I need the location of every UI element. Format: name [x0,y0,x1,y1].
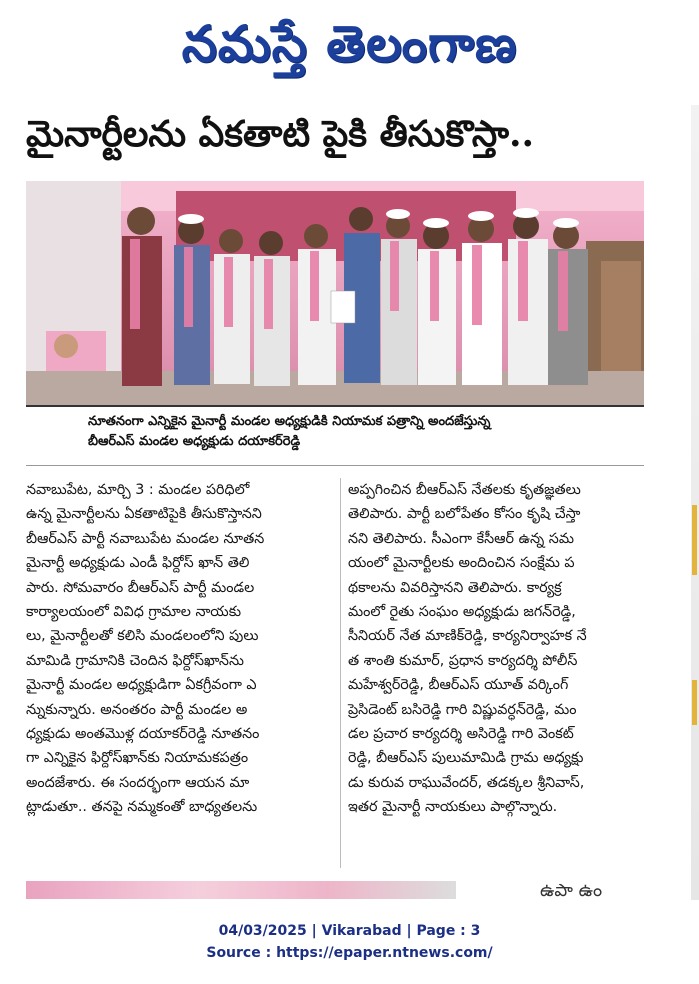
article-column-right [348,478,648,820]
body-line: బీఆర్ఎస్ పార్టీ నవాబుపేట మండల నూతన [26,530,265,547]
body-line: రెడ్డి, బీఆర్ఎస్ పులుమామిడి గ్రామ అధ్యక్షు [348,750,584,767]
body-line: అందజేశారు. ఈ సందర్భంగా ఆయన మా [26,774,250,791]
body-line: ఉన్న మైనార్టీలను ఏకతాటిపైకి తీసుకొస్తానని [26,506,262,523]
article-rule [26,465,644,466]
group-photo-illustration [26,181,644,405]
article-column-left [26,478,336,820]
body-line: పారు. సోమవారం బీఆర్ఎస్ పార్టీ మండల [26,579,255,596]
newspaper-title: నమస్తే తెలంగాణ [181,14,518,73]
body-line: మంలో రైతు సంఘం అధ్యక్షుడు జగన్‌రెడ్డి, [348,604,576,621]
body-line: అప్పగించిన బీఆర్ఎస్ నేతలకు కృతజ్ఞతలు [348,482,581,498]
body-line: యంలో మైనార్టీలకు అందించిన సంక్షేమ ప [348,555,575,572]
body-line: నని తెలిపారు. సీఎంగా కేసీఆర్ ఉన్న సమ [348,530,574,547]
body-line: థకాలను వివరిస్తానని తెలిపారు. కార్యక్ర [348,579,562,596]
body-line: మహేశ్వర్‌రెడ్డి, బీఆర్ఎస్ యూత్ వర్కింగ్ [348,677,569,694]
body-line: ప్రెసిడెంట్ బసిరెడ్డి గారి విష్ణువర్ధన్‌రెడ్డి, మం [348,701,577,718]
news-photo [26,181,644,405]
next-article-headline-fragment: ఉపా ఉం [540,884,603,898]
body-line: నవాబుపేట, మార్చి 3 : మండల పరిధిలో [26,482,250,498]
caption-line: నూతనంగా ఎన్నికైన మైనార్టీ మండల అధ్యక్షుడికి నియామక పత్రాన్ని అందజేస్తున్న [88,414,491,429]
adjacent-color-mark [692,505,697,575]
masthead [0,0,699,88]
body-line: డల ప్రచార కార్యదర్శి అసిరెడ్డి గారి వెంకట్ [348,726,574,743]
body-line: మైనార్టీ మండల అధ్యక్షుడిగా ఏకగ్రీవంగా ఎ [26,677,257,694]
next-article-photo-strip [26,881,456,899]
body-line: మామిడి గ్రామానికి చెందిన ఫిర్దోస్‌ఖాన్‌ను [26,652,244,669]
page-footer [0,920,699,964]
body-line: మైనార్టీ అధ్యక్షుడు ఎండీ ఫిర్దోస్ ఖాన్ తెలి [26,555,250,572]
caption-rule [26,405,644,407]
body-line: లు, మైనార్టీలతో కలిసి మండలంలోని పులు [26,628,259,645]
column-divider [340,478,341,868]
photo-caption [88,412,644,452]
caption-line: బీఆర్ఎస్ మండల అధ్యక్షుడు దయాకర్‌రెడ్డి [88,434,301,449]
article-headline: మైనార్టీలను ఏకతాటి పైకి తీసుకొస్తా.. [26,112,535,155]
body-line: గా ఎన్నికైన ఫిర్దోస్‌ఖాన్‌కు నియామకపత్రం [26,750,249,767]
body-line: సీనియర్ నేత మాణిక్‌రెడ్డి, కార్యనిర్వాహక నే [348,628,587,645]
source-link[interactable]: Source : https://epaper.ntnews.com/ [206,945,493,961]
adjacent-color-mark [692,680,697,725]
body-line: ఇతర మైనార్టీ నాయకులు పాల్గొన్నారు. [348,799,558,816]
body-line: కార్యాలయంలో వివిధ గ్రామాల నాయకు [26,604,242,621]
body-line: డు కురువ రాఘువేందర్, తడక్కల శ్రీనివాస్, [348,774,585,791]
body-line: ట్లాడుతూ.. తనపై నమ్మకంతో బాధ్యతలను [26,799,258,816]
body-line: తెలిపారు. పార్టీ బలోపేతం కోసం కృషి చేస్తా [348,506,581,523]
body-line: న్నుకున్నారు. అనంతరం పార్టీ మండల అ [26,701,248,718]
body-line: త శాంతి కుమార్, ప్రధాన కార్యదర్శి పోలీస్ [348,652,578,669]
body-line: ధ్యక్షుడు అంతమొళ్ల దయాకర్‌రెడ్డి నూతనం [26,726,260,743]
adjacent-page-edge [691,105,699,900]
edition-info: 04/03/2025 | Vikarabad | Page : 3 [218,923,481,939]
